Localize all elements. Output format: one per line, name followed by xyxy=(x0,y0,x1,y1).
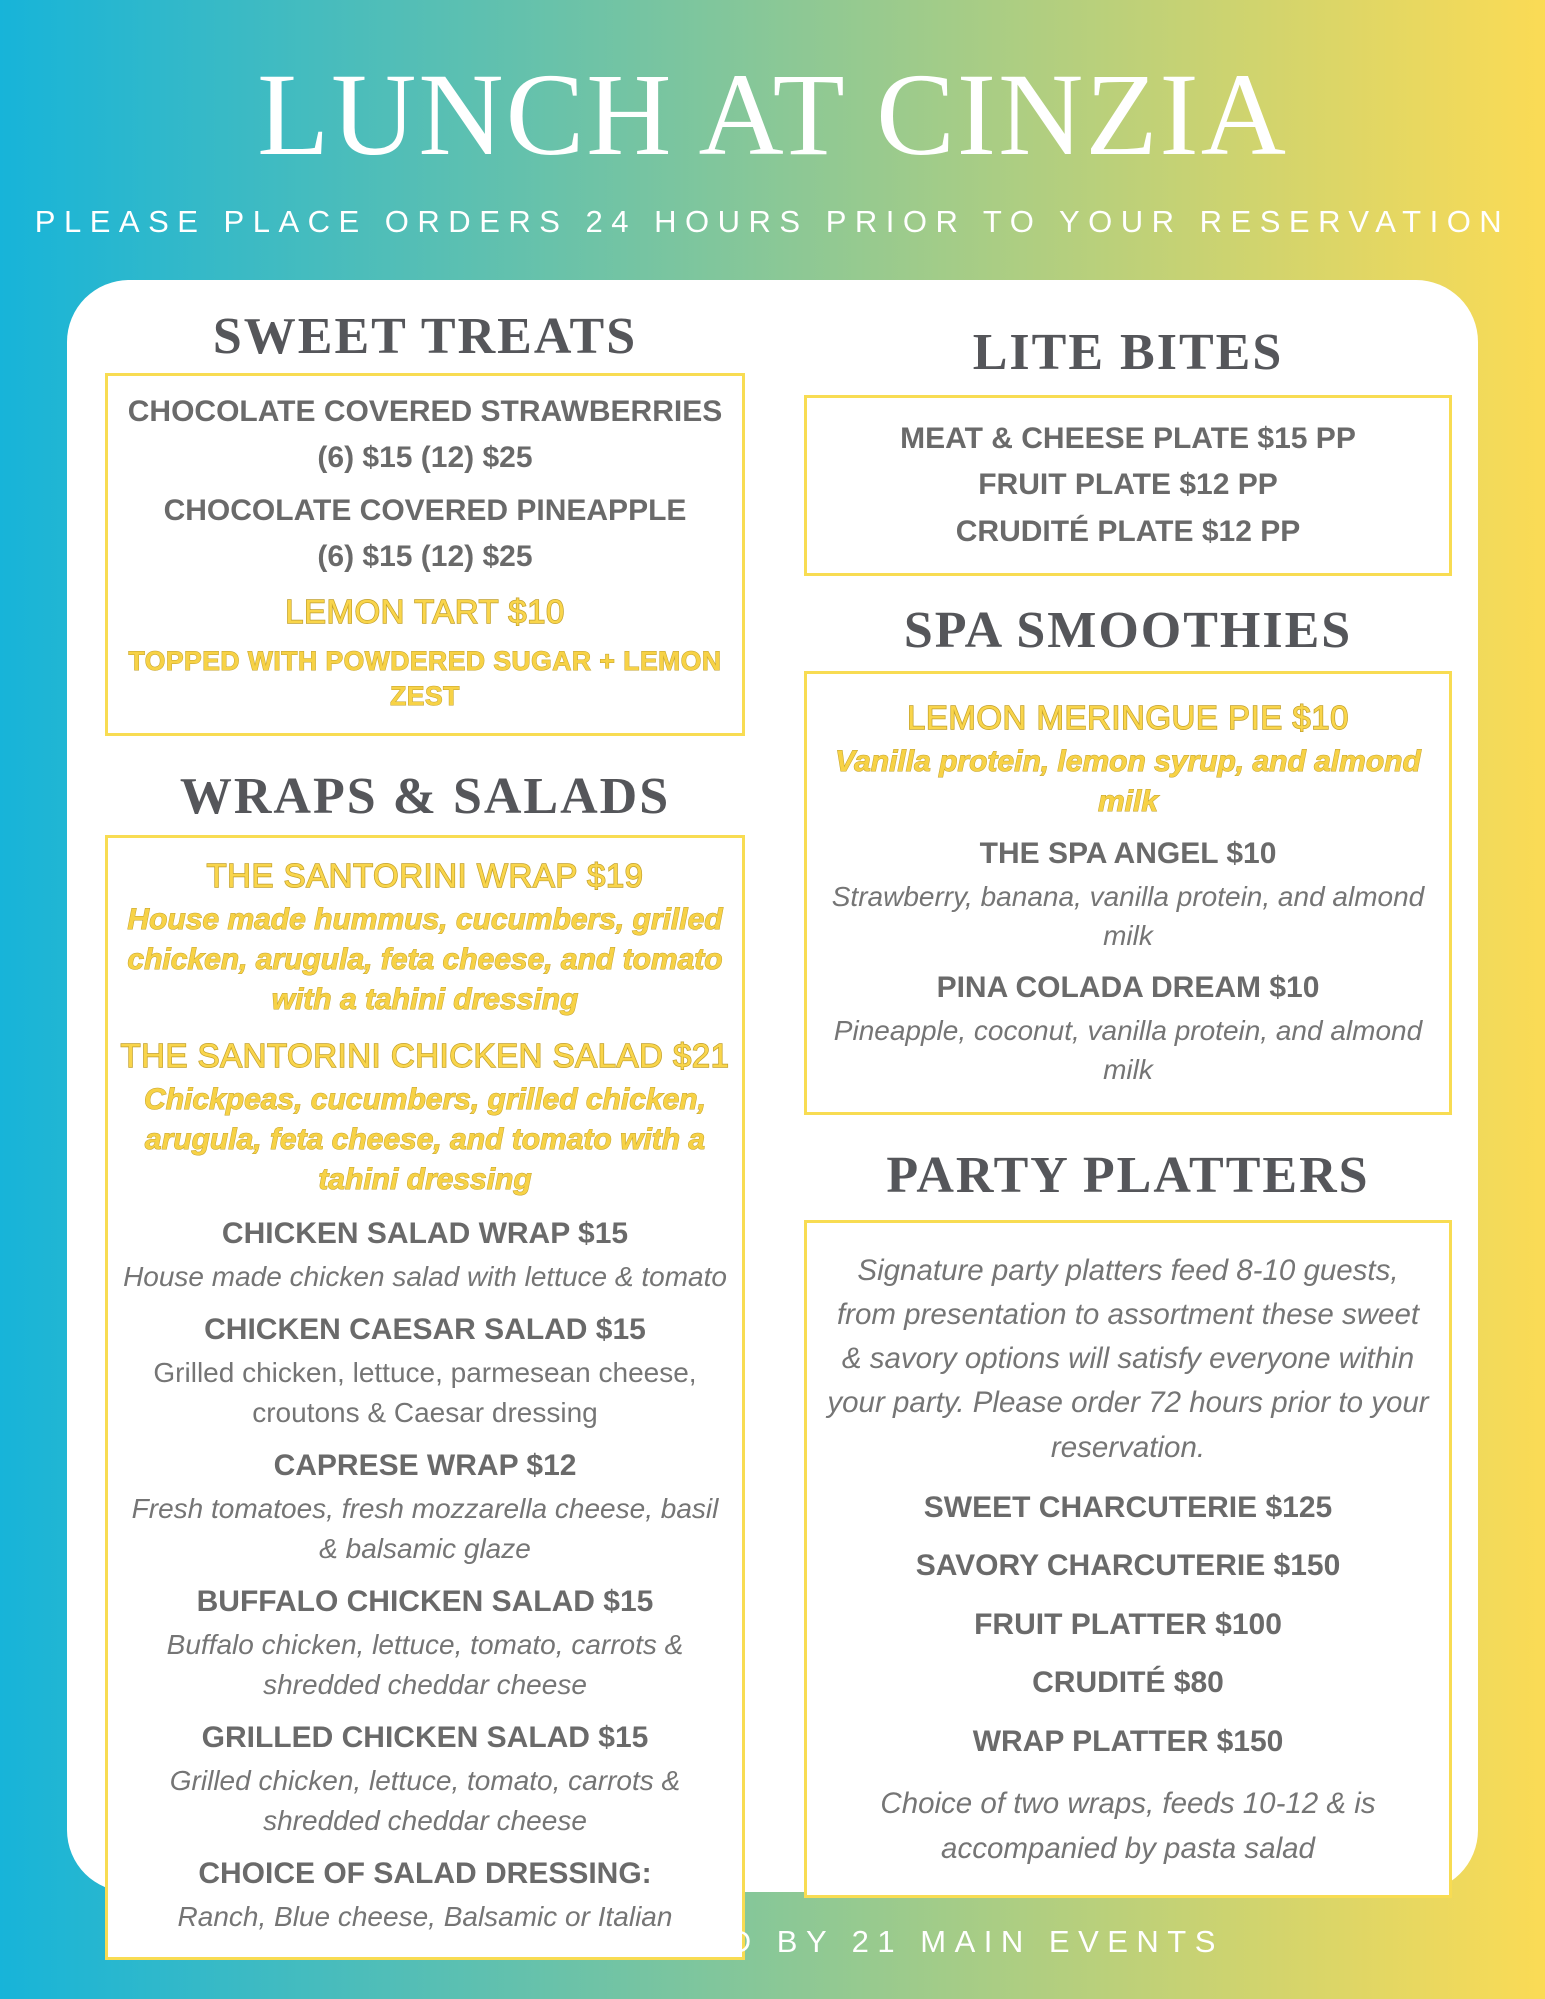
item-description: Grilled chicken, lettuce, parmesean cheese, croutons & Caesar dressing xyxy=(153,1356,697,1428)
header-subtitle: PLEASE PLACE ORDERS 24 HOURS PRIOR TO YOUR RESERVATION xyxy=(34,204,1511,239)
item-description: House made hummus, cucumbers, grilled chicken, arugula, feta cheese, and tomato with a tahini dressing xyxy=(127,903,723,1016)
item-price: (6) $15 (12) $25 xyxy=(317,540,533,574)
menu-item xyxy=(821,696,1435,822)
menu-card xyxy=(67,280,1478,1932)
menu-item xyxy=(120,1718,730,1840)
item-name: CHOICE OF SALAD DRESSING: xyxy=(198,1857,652,1891)
item-name: LEMON MERINGUE PIE $10 xyxy=(907,698,1349,736)
item-name: CHICKEN SALAD WRAP $15 xyxy=(221,1217,629,1251)
item-name: CAPRESE WRAP $12 xyxy=(273,1449,577,1483)
item-price: (6) $15 (12) $25 xyxy=(317,441,533,475)
menu-item xyxy=(120,392,730,479)
item-name: CRUDITÉ PLATE $12 PP xyxy=(955,514,1301,548)
item-name: WRAP PLATTER $150 xyxy=(972,1724,1284,1758)
menu-item xyxy=(120,1446,730,1568)
item-name: LEMON TART $10 xyxy=(285,592,565,630)
item-name: MEAT & CHEESE PLATE $15 PP xyxy=(900,421,1356,455)
item-name: THE SPA ANGEL $10 xyxy=(979,837,1277,871)
menu-item xyxy=(120,854,730,1020)
footer-text: CUISINE PREPARED BY 21 MAIN EVENTS xyxy=(321,1924,1224,1959)
item-name: CHICKEN CAESAR SALAD $15 xyxy=(204,1313,646,1347)
item-description: Strawberry, banana, vanilla protein, and almond milk xyxy=(831,880,1425,952)
menu-item xyxy=(120,1034,730,1200)
item-name: SAVORY CHARCUTERIE $150 xyxy=(915,1549,1341,1583)
item-description: Vanilla protein, lemon syrup, and almond milk xyxy=(835,745,1421,819)
item-name: GRILLED CHICKEN SALAD $15 xyxy=(201,1721,649,1755)
party-platters-box xyxy=(804,1220,1452,1898)
item-description: Ranch, Blue cheese, Balsamic or Italian xyxy=(177,1900,673,1932)
sweet-treats-box xyxy=(105,373,745,736)
section-title-sweet-treats: SWEET TREATS xyxy=(212,308,638,365)
section-title-lite-bites: LITE BITES xyxy=(972,324,1284,381)
item-name: THE SANTORINI WRAP $19 xyxy=(206,856,644,894)
item-name: THE SANTORINI CHICKEN SALAD $21 xyxy=(120,1036,730,1074)
item-description: Fresh tomatoes, fresh mozzarella cheese, basil & balsamic glaze xyxy=(131,1492,719,1564)
section-title-party-platters: PARTY PLATTERS xyxy=(886,1147,1370,1205)
item-description: Pineapple, coconut, vanilla protein, and almond milk xyxy=(833,1014,1423,1086)
item-name: FRUIT PLATE $12 PP xyxy=(978,468,1278,502)
spa-smoothies-box xyxy=(804,671,1452,1115)
party-platters-intro: Signature party platters feed 8-10 guests, from presentation to assortment these sweet & savory options will satisfy everyone within your party. Please order 72 hours prior to your reservation. xyxy=(827,1253,1429,1464)
item-name: PINA COLADA DREAM $10 xyxy=(936,971,1320,1005)
wraps-salads-box xyxy=(105,835,745,1960)
section-title-spa-smoothies: SPA SMOOTHIES xyxy=(903,602,1353,660)
lite-bites-box xyxy=(804,395,1452,577)
item-description: TOPPED WITH POWDERED SUGAR + LEMON ZEST xyxy=(128,646,722,711)
party-platters-outro: Choice of two wraps, feeds 10-12 & is accompanied by pasta salad xyxy=(880,1787,1376,1865)
section-title-wraps-salads: WRAPS & SALADS xyxy=(179,768,671,826)
item-name: CHOCOLATE COVERED STRAWBERRIES xyxy=(127,394,723,428)
menu-item xyxy=(120,1214,730,1296)
item-name: CHOCOLATE COVERED PINEAPPLE xyxy=(163,493,687,527)
item-description: Chickpeas, cucumbers, grilled chicken, arugula, feta cheese, and tomato with a tahini dressing xyxy=(144,1083,706,1197)
left-column xyxy=(105,280,745,1932)
page-title: LUNCH AT CINZIA xyxy=(257,49,1288,180)
right-column xyxy=(804,280,1452,1892)
menu-header xyxy=(0,0,1545,240)
item-name: FRUIT PLATTER $100 xyxy=(974,1607,1282,1641)
item-name: SWEET CHARCUTERIE $125 xyxy=(923,1490,1333,1524)
item-description: House made chicken salad with lettuce & tomato xyxy=(123,1260,727,1292)
menu-item xyxy=(120,1310,730,1432)
item-name: BUFFALO CHICKEN SALAD $15 xyxy=(196,1585,654,1619)
item-name: CRUDITÉ $80 xyxy=(1032,1666,1224,1700)
item-description: Buffalo chicken, lettuce, tomato, carrots & shredded cheddar cheese xyxy=(166,1628,684,1700)
menu-item xyxy=(120,590,730,713)
menu-item xyxy=(120,1582,730,1704)
menu-item xyxy=(821,968,1435,1090)
menu-item xyxy=(821,834,1435,956)
menu-item xyxy=(120,491,730,578)
item-description: Grilled chicken, lettuce, tomato, carrots & shredded cheddar cheese xyxy=(169,1764,681,1836)
